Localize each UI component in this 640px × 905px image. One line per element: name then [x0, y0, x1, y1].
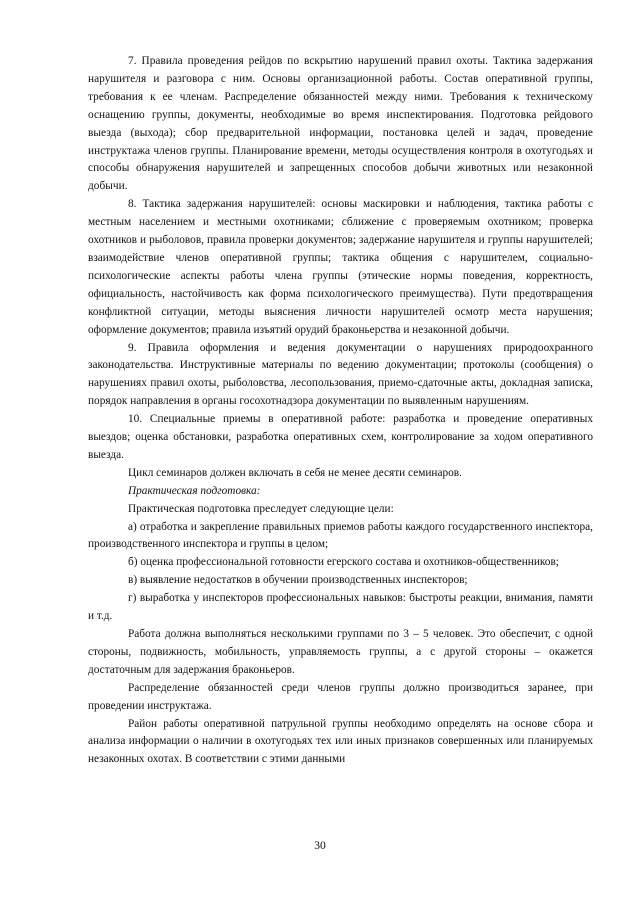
list-item-goal-a: а) отработка и закрепление правильных приемов работы каждого государственного инспектора, производственного инспектора и группы в целом;: [88, 520, 593, 551]
paragraph-patrol-area: Район работы оперативной патрульной группы необходимо определять на основе сбора и анализа информации о наличии в охотугодьях тех или иных признаков совершенных или планируемых незаконных охотах. В соответствии с этими данными: [88, 717, 593, 766]
section-heading-practical: Практическая подготовка:: [128, 484, 261, 497]
paragraph-item-8: 8. Тактика задержания нарушителей: основы маскировки и наблюдения, тактика работы с местным населением и местными охотниками; сближение с проверяемым охотником; проверка охотников и рыболовов, правила проверки документов; задержание нарушителя и группы нарушителей; взаимодействие членов оперативной группы; тактика общения с нарушителем, социально-психологические аспекты работы члена группы (этические нормы поведения, корректность, официальность, настойчивость как форма психологического преимущества). Пути предотвращения конфликтной ситуации, методы выяснения личности нарушителей осмотр места нарушения; оформление документов; правила изъятий орудий браконьерства и незаконной добычи.: [88, 198, 593, 336]
paragraph-seminar-count: Цикл семинаров должен включать в себя не менее десяти семинаров.: [128, 466, 462, 479]
paragraph-duties: Распределение обязанностей среди членов группы должно производиться заранее, при проведении инструктажа.: [88, 681, 593, 712]
list-item-goal-c: в) выявление недостатков в обучении производственных инспекторов;: [128, 574, 468, 587]
paragraph-item-7: 7. Правила проведения рейдов по вскрытию нарушений правил охоты. Тактика задержания нарушителя и разговора с ним. Основы организационной работы. Состав оперативной группы, требования к ее членам. Распределение обязанностей между ними. Требования к техническому оснащению группы, документы, необходимые во время инспектирования. Подготовка рейдового выезда (выхода); сбор предварительной информации, постановка целей и задач, проведение инструктажа членов группы. Планирование времени, методы осуществления контроля в охотугодьях и способы обнаружения нарушителей и запрещенных способов добычи животных или незаконной добычи.: [88, 55, 593, 193]
paragraph-item-10: 10. Специальные приемы в оперативной работе: разработка и проведение оперативных выездов; оценка обстановки, разработка оперативных схем, контролирование за ходом оперативного выезда.: [88, 413, 593, 461]
page-number: 30: [314, 840, 326, 852]
paragraph-goals-intro: Практическая подготовка преследует следующие цели:: [128, 502, 394, 515]
document-body: [88, 53, 593, 769]
list-item-goal-d: г) выработка у инспекторов профессиональных навыков: быстроты реакции, внимания, памяти и т.д.: [88, 592, 593, 623]
paragraph-group-size: Работа должна выполняться несколькими группами по 3 – 5 человек. Это обеспечит, с одной стороны, подвижность, мобильность, управляемость группы, а с другой стороны – окажется достаточным для задержания браконьеров.: [88, 628, 593, 676]
list-item-goal-b: б) оценка профессиональной готовности егерского состава и охотников-общественников;: [128, 556, 559, 569]
paragraph-item-9: 9. Правила оформления и ведения документации о нарушениях природоохранного законодательства. Инструктивные материалы по ведению документации; протоколы (сообщения) о нарушениях правил охоты, рыболовства, лесопользования, приемо-сдаточные акты, докладная записка, порядок направления в органы госохотнадзора документации по выявленным нарушениям.: [88, 341, 593, 408]
